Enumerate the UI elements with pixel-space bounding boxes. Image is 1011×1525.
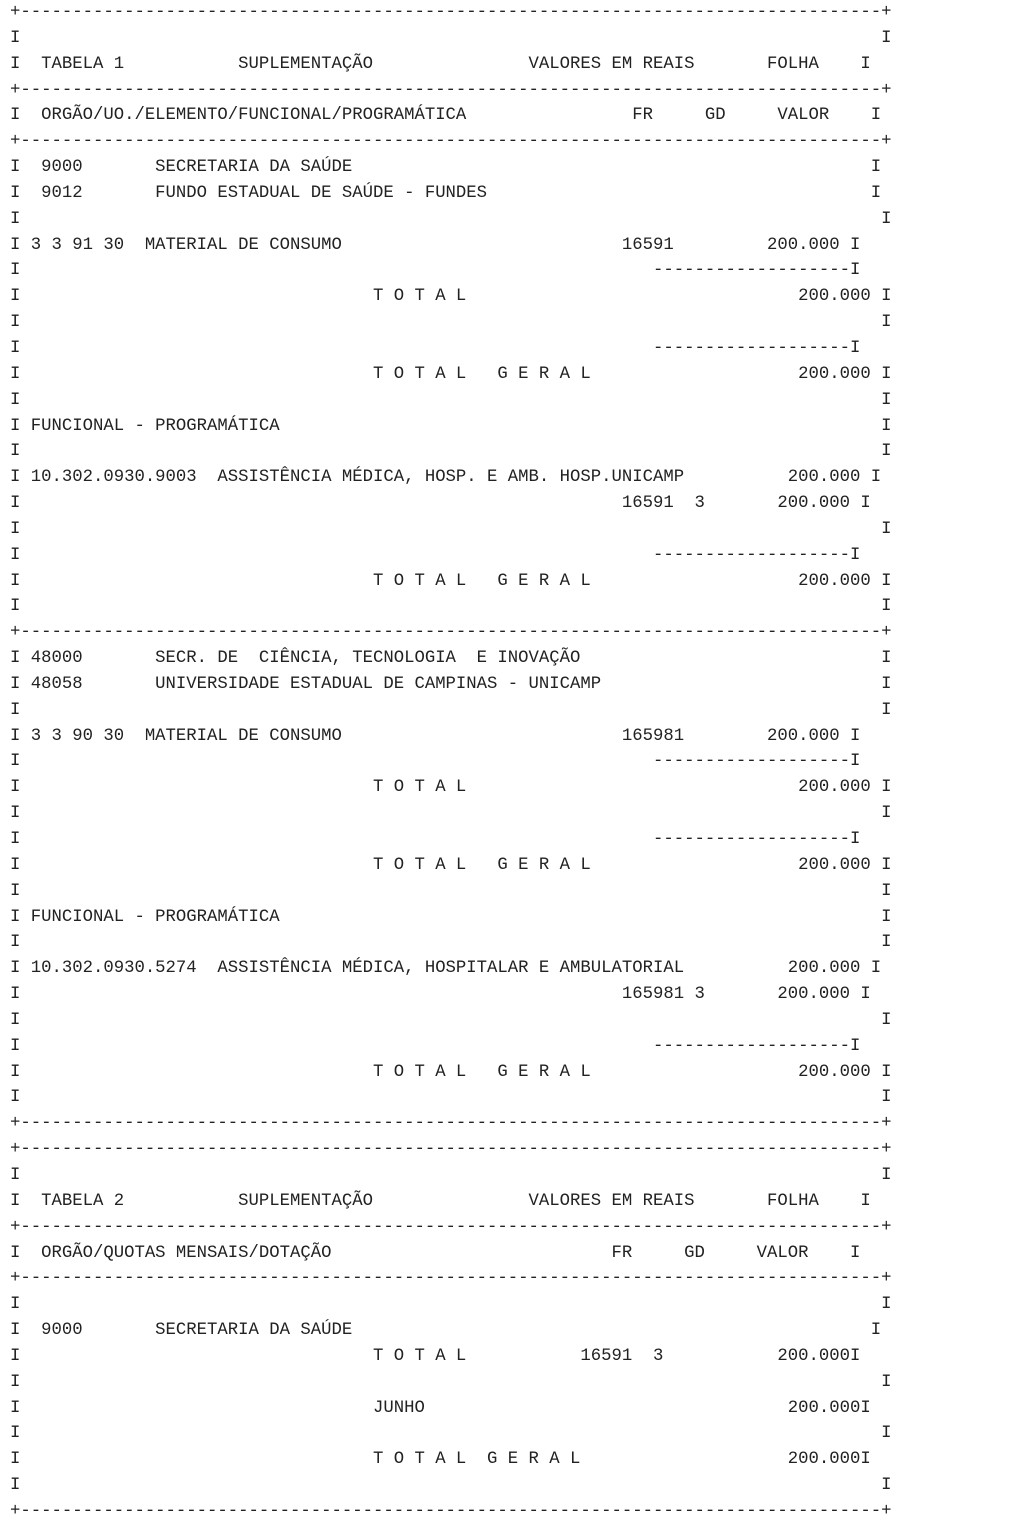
- border-line: +-----------------------------------------------------------------------------------+: [10, 80, 892, 100]
- border-line: +-----------------------------------------------------------------------------------+: [10, 1140, 892, 1160]
- blank-line: I I: [10, 390, 892, 410]
- blank-line: I I: [10, 209, 892, 229]
- text-line: I 9000 SECRETARIA DA SAÚDE I: [10, 1321, 882, 1341]
- text-line: I 3 3 91 30 MATERIAL DE CONSUMO 16591 200.000 I: [10, 235, 861, 255]
- text-line: I T O T A L G E R A L 200.000 I: [10, 364, 892, 384]
- blank-line: I I: [10, 1010, 892, 1030]
- text-line: I 16591 3 200.000 I: [10, 494, 871, 514]
- text-line: I -------------------I: [10, 830, 861, 849]
- text-line: I TABELA 2 SUPLEMENTAÇÃO VALORES EM REAIS FOLHA I: [10, 1191, 871, 1211]
- text-line: I T O T A L G E R A L 200.000 I: [10, 855, 892, 875]
- text-line: I TABELA 1 SUPLEMENTAÇÃO VALORES EM REAIS FOLHA I: [10, 54, 871, 74]
- text-line: I -------------------I: [10, 1036, 861, 1056]
- blank-line: I I: [10, 442, 892, 462]
- budget-supplement-document: [10, 0, 892, 1525]
- text-line: I -------------------I: [10, 545, 861, 565]
- blank-line: I I: [10, 597, 892, 617]
- text-line: I T O T A L 16591 3 200.000I: [10, 1346, 861, 1366]
- text-line: I T O T A L G E R A L 200.000 I: [10, 1062, 892, 1082]
- text-line: I 165981 3 200.000 I: [10, 985, 871, 1005]
- blank-line: I I: [10, 700, 892, 720]
- blank-line: I I: [10, 881, 892, 901]
- border-line: +-----------------------------------------------------------------------------------+: [10, 1217, 892, 1237]
- text-line: I -------------------I: [10, 338, 861, 358]
- text-line: I T O T A L 200.000 I: [10, 287, 892, 307]
- blank-line: I I: [10, 933, 892, 953]
- text-line: I T O T A L 200.000 I: [10, 778, 892, 798]
- text-line: I ORGÃO/UO./ELEMENTO/FUNCIONAL/PROGRAMÁTICA FR GD VALOR I: [10, 106, 882, 126]
- blank-line: I I: [10, 1295, 892, 1315]
- text-line: I 9012 FUNDO ESTADUAL DE SAÚDE - FUNDES I: [10, 183, 882, 203]
- text-line: I T O T A L G E R A L 200.000I: [10, 1450, 871, 1470]
- border-line: +-----------------------------------------------------------------------------------+: [10, 1114, 892, 1134]
- blank-line: I I: [10, 28, 892, 48]
- border-line: +-----------------------------------------------------------------------------------+: [10, 1269, 892, 1289]
- text-line: I FUNCIONAL - PROGRAMÁTICA I: [10, 416, 892, 436]
- text-line: I 10.302.0930.9003 ASSISTÊNCIA MÉDICA, HOSP. E AMB. HOSP.UNICAMP 200.000 I: [10, 468, 882, 488]
- text-line: I T O T A L G E R A L 200.000 I: [10, 571, 892, 591]
- border-line: +-----------------------------------------------------------------------------------+: [10, 132, 892, 152]
- border-line: +-----------------------------------------------------------------------------------+: [10, 623, 892, 643]
- text-line: I 9000 SECRETARIA DA SAÚDE I: [10, 158, 882, 178]
- blank-line: I I: [10, 804, 892, 824]
- border-line: +-----------------------------------------------------------------------------------+: [10, 3, 892, 22]
- blank-line: I I: [10, 519, 892, 539]
- text-line: I JUNHO 200.000I: [10, 1398, 871, 1418]
- blank-line: I I: [10, 313, 892, 333]
- blank-line: I I: [10, 1372, 892, 1392]
- text-line: I 48058 UNIVERSIDADE ESTADUAL DE CAMPINAS - UNICAMP I: [10, 674, 892, 694]
- text-line: I FUNCIONAL - PROGRAMÁTICA I: [10, 907, 892, 927]
- blank-line: I I: [10, 1476, 892, 1496]
- text-line: I 3 3 90 30 MATERIAL DE CONSUMO 165981 200.000 I: [10, 726, 861, 746]
- blank-line: I I: [10, 1165, 892, 1185]
- text-line: I -------------------I: [10, 261, 861, 281]
- border-line: +-----------------------------------------------------------------------------------+: [10, 1501, 892, 1521]
- text-line: I 10.302.0930.5274 ASSISTÊNCIA MÉDICA, HOSPITALAR E AMBULATORIAL 200.000 I: [10, 959, 882, 979]
- blank-line: I I: [10, 1088, 892, 1108]
- blank-line: I I: [10, 1424, 892, 1444]
- text-line: I 48000 SECR. DE CIÊNCIA, TECNOLOGIA E INOVAÇÃO I: [10, 649, 892, 669]
- text-line: I -------------------I: [10, 752, 861, 772]
- text-line: I ORGÃO/QUOTAS MENSAIS/DOTAÇÃO FR GD VALOR I: [10, 1243, 861, 1263]
